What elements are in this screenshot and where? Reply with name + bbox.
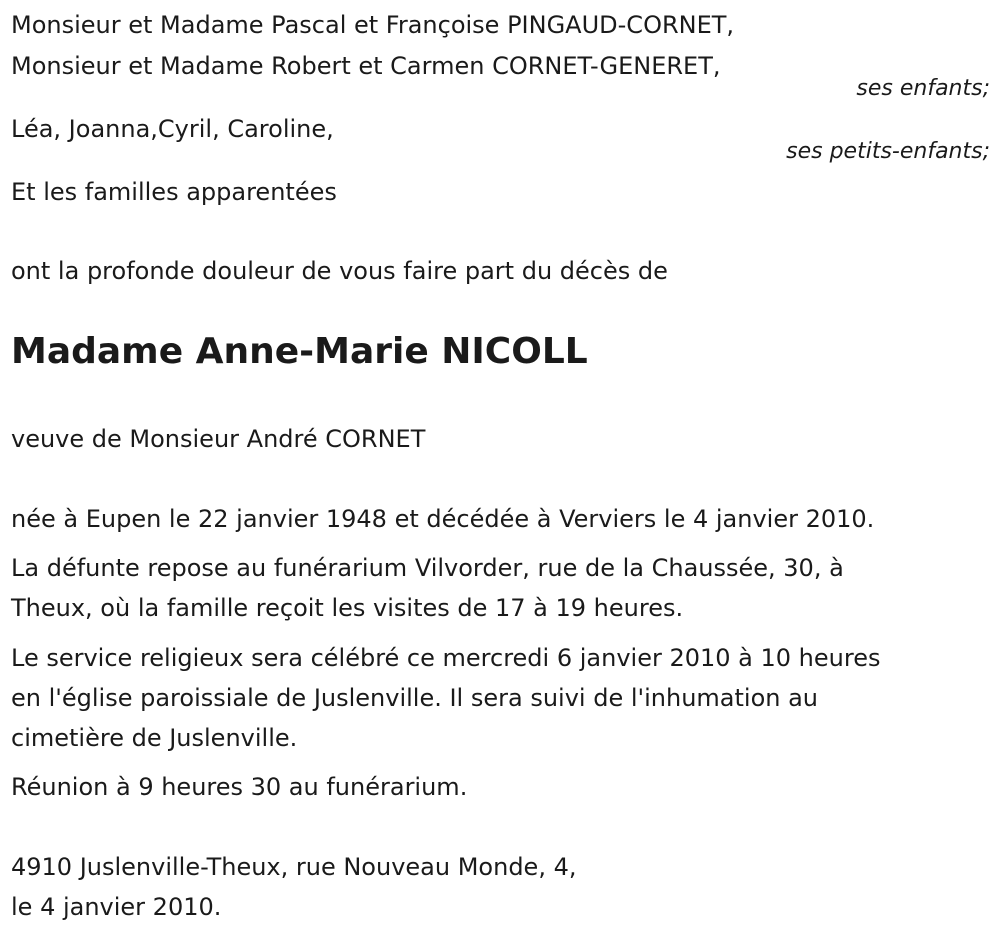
widow-of-line: veuve de Monsieur André CORNET: [11, 425, 426, 453]
grandchildren-role: ses petits-enfants;: [786, 139, 990, 164]
deceased-name: Madame Anne-Marie NICOLL: [11, 331, 588, 372]
address-line-1: 4910 Juslenville-Theux, rue Nouveau Monde, 4,: [11, 853, 577, 881]
service-line-2: en l'église paroissiale de Juslenville. Il sera suivi de l'inhumation au: [11, 684, 819, 712]
address-line-2: le 4 janvier 2010.: [11, 893, 222, 921]
children-role: ses enfants;: [856, 76, 990, 101]
rest-line-1: La défunte repose au funérarium Vilvorder, rue de la Chaussée, 30, à: [11, 554, 844, 582]
birth-death-line: née à Eupen le 22 janvier 1948 et décédée à Verviers le 4 janvier 2010.: [11, 505, 875, 533]
relatives-line: Et les familles apparentées: [11, 178, 337, 206]
children-line-2: Monsieur et Madame Robert et Carmen CORNET-GENERET,: [11, 52, 721, 80]
children-line-1: Monsieur et Madame Pascal et Françoise PINGAUD-CORNET,: [11, 11, 735, 39]
meeting-line: Réunion à 9 heures 30 au funérarium.: [11, 773, 468, 801]
rest-line-2: Theux, où la famille reçoit les visites de 17 à 19 heures.: [11, 594, 684, 622]
grandchildren-line: Léa, Joanna,Cyril, Caroline,: [11, 115, 334, 143]
service-line-1: Le service religieux sera célébré ce mercredi 6 janvier 2010 à 10 heures: [11, 644, 881, 672]
service-line-3: cimetière de Juslenville.: [11, 724, 298, 752]
announcement-line: ont la profonde douleur de vous faire part du décès de: [11, 257, 668, 285]
